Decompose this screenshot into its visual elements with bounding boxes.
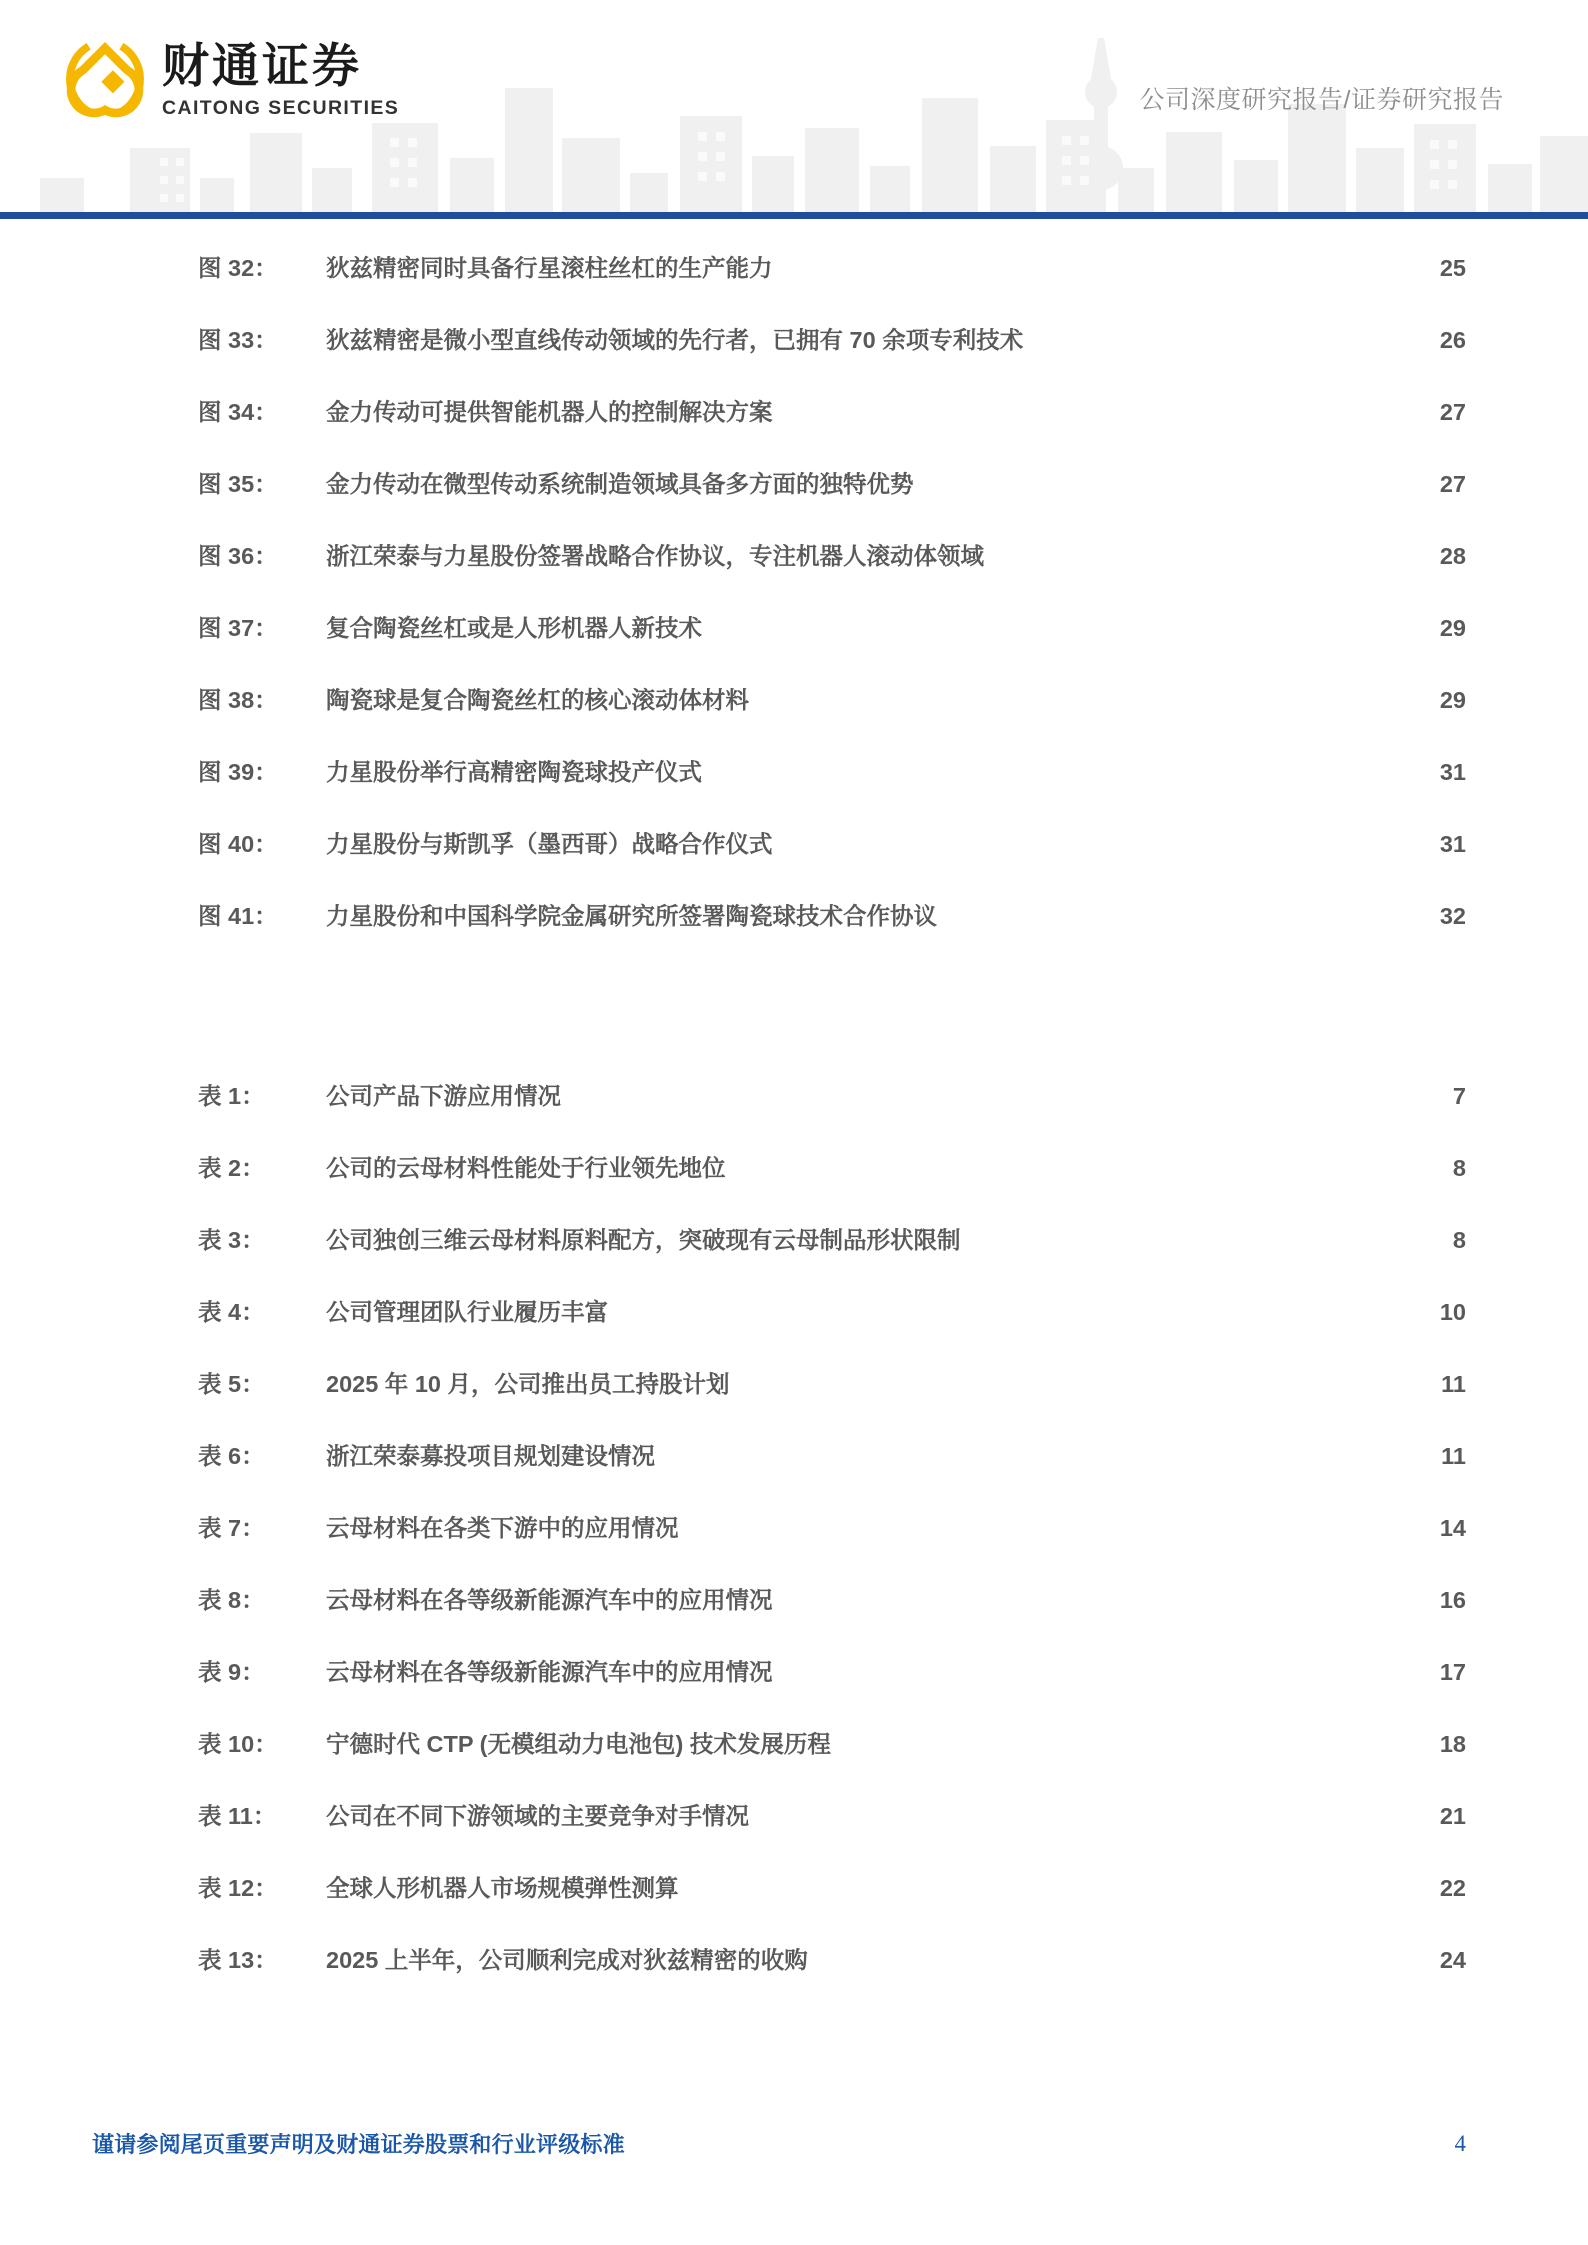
figure-entry-label: 图 37： <box>198 615 278 641</box>
toc-leader-dots <box>941 901 1429 925</box>
toc-leader-dots <box>659 1441 1429 1465</box>
figure-entry-page: 27 <box>1439 471 1466 497</box>
table-entry-label: 表 11： <box>198 1803 277 1829</box>
toc-leader-dots <box>706 757 1429 781</box>
table-entry-label: 表 6： <box>198 1443 265 1469</box>
toc-leader-dots <box>965 1225 1430 1249</box>
table-entry[interactable] <box>198 1852 1466 1924</box>
figure-entry[interactable] <box>198 808 1466 880</box>
toc-leader-dots <box>753 685 1429 709</box>
table-entry[interactable] <box>198 1636 1466 1708</box>
figure-entry[interactable] <box>198 520 1466 592</box>
table-entry-label: 表 4： <box>198 1299 265 1325</box>
figure-entry-label: 图 34： <box>198 399 278 425</box>
toc-leader-dots <box>683 1873 1430 1897</box>
table-entry-page: 24 <box>1439 1947 1466 1973</box>
table-entry-label: 表 2： <box>198 1155 265 1181</box>
toc-leader-dots <box>835 1729 1429 1753</box>
figure-entry-label: 图 41： <box>198 903 278 929</box>
figure-entry-page: 32 <box>1439 903 1466 929</box>
figure-entry-label: 图 35： <box>198 471 278 497</box>
table-entry-page: 11 <box>1441 1443 1466 1469</box>
figure-entry[interactable] <box>198 448 1466 520</box>
toc-leader-dots <box>706 613 1429 637</box>
figure-entry-title: 金力传动在微型传动系统制造领域具备多方面的独特优势 <box>326 471 914 497</box>
table-entry-label: 表 3： <box>198 1227 265 1253</box>
table-entry-page: 14 <box>1439 1515 1466 1541</box>
footer-page-number: 4 <box>1454 2130 1466 2156</box>
figure-entry[interactable] <box>198 880 1466 952</box>
table-entry-title: 云母材料在各等级新能源汽车中的应用情况 <box>326 1587 773 1613</box>
brand-wordmark <box>162 36 399 120</box>
table-entry-title: 公司产品下游应用情况 <box>326 1083 561 1109</box>
toc-leader-dots <box>988 541 1429 565</box>
table-entry[interactable] <box>198 1708 1466 1780</box>
figure-entry[interactable] <box>198 664 1466 736</box>
page-header <box>0 0 1588 218</box>
figure-entry-title: 浙江荣泰与力星股份签署战略合作协议，专注机器人滚动体领域 <box>326 543 984 569</box>
table-entry-label: 表 7： <box>198 1515 265 1541</box>
figure-entry-page: 28 <box>1439 543 1466 569</box>
toc-content <box>0 232 1588 1996</box>
table-entry[interactable] <box>198 1276 1466 1348</box>
table-entry-page: 7 <box>1452 1083 1466 1109</box>
table-entry[interactable] <box>198 1060 1466 1132</box>
figure-entry-page: 25 <box>1439 255 1466 281</box>
figure-entry-title: 金力传动可提供智能机器人的控制解决方案 <box>326 399 773 425</box>
table-entry-label: 表 13： <box>198 1947 278 1973</box>
list-separator-space <box>0 952 1588 1060</box>
table-entry-title: 云母材料在各等级新能源汽车中的应用情况 <box>326 1659 773 1685</box>
table-entry-page: 8 <box>1452 1227 1466 1253</box>
table-entry-title: 云母材料在各类下游中的应用情况 <box>326 1515 679 1541</box>
figure-entry-label: 图 40： <box>198 831 278 857</box>
table-entry-label: 表 8： <box>198 1587 265 1613</box>
figure-entry[interactable] <box>198 304 1466 376</box>
figure-list <box>0 232 1588 952</box>
table-entry[interactable] <box>198 1780 1466 1852</box>
table-entry-title: 2025 上半年，公司顺利完成对狄兹精密的收购 <box>326 1947 808 1973</box>
table-entry[interactable] <box>198 1348 1466 1420</box>
table-entry-page: 22 <box>1439 1875 1466 1901</box>
figure-entry-title: 狄兹精密同时具备行星滚柱丝杠的生产能力 <box>326 255 773 281</box>
table-entry-title: 浙江荣泰募投项目规划建设情况 <box>326 1443 655 1469</box>
table-entry-label: 表 1： <box>198 1083 265 1109</box>
toc-leader-dots <box>730 1153 1430 1177</box>
table-entry[interactable] <box>198 1564 1466 1636</box>
figure-entry-page: 31 <box>1439 759 1466 785</box>
table-entry-page: 8 <box>1452 1155 1466 1181</box>
table-entry[interactable] <box>198 1204 1466 1276</box>
table-entry[interactable] <box>198 1924 1466 1996</box>
footer-disclaimer: 谨请参阅尾页重要声明及财通证券股票和行业评级标准 <box>92 2132 625 2157</box>
table-entry-label: 表 10： <box>198 1731 278 1757</box>
table-entry-page: 10 <box>1439 1299 1466 1325</box>
figure-entry-page: 27 <box>1439 399 1466 425</box>
figure-entry-label: 图 38： <box>198 687 278 713</box>
figure-entry[interactable] <box>198 376 1466 448</box>
toc-leader-dots <box>777 1657 1430 1681</box>
table-entry-title: 宁德时代 CTP (无模组动力电池包) 技术发展历程 <box>326 1731 831 1757</box>
figure-entry[interactable] <box>198 736 1466 808</box>
figure-entry-label: 图 36： <box>198 543 278 569</box>
caitong-emblem-icon <box>62 36 148 122</box>
toc-leader-dots <box>777 397 1430 421</box>
toc-leader-dots <box>734 1369 1429 1393</box>
table-list <box>0 1060 1588 1996</box>
table-entry-page: 16 <box>1439 1587 1466 1613</box>
table-entry[interactable] <box>198 1420 1466 1492</box>
figure-entry-title: 狄兹精密是微小型直线传动领域的先行者，已拥有 70 余项专利技术 <box>326 327 1024 353</box>
table-entry-title: 公司独创三维云母材料原料配方，突破现有云母制品形状限制 <box>326 1227 961 1253</box>
table-entry-label: 表 5： <box>198 1371 265 1397</box>
toc-leader-dots <box>812 1945 1429 1969</box>
figure-entry-title: 复合陶瓷丝杠或是人形机器人新技术 <box>326 615 702 641</box>
figure-entry[interactable] <box>198 592 1466 664</box>
page-footer <box>0 2128 1588 2159</box>
figure-entry-page: 31 <box>1439 831 1466 857</box>
figure-entry-page: 29 <box>1439 687 1466 713</box>
toc-leader-dots <box>1027 325 1429 349</box>
table-entry-page: 18 <box>1439 1731 1466 1757</box>
table-entry-page: 11 <box>1441 1371 1466 1397</box>
figure-entry-title: 力星股份举行高精密陶瓷球投产仪式 <box>326 759 702 785</box>
toc-leader-dots <box>565 1081 1429 1105</box>
table-entry-title: 2025 年 10 月，公司推出员工持股计划 <box>326 1371 730 1397</box>
table-entry-title: 公司管理团队行业履历丰富 <box>326 1299 608 1325</box>
table-entry-page: 21 <box>1439 1803 1466 1829</box>
brand-name-en: CAITONG SECURITIES <box>162 97 400 120</box>
toc-leader-dots <box>777 829 1430 853</box>
table-entry-label: 表 12： <box>198 1875 278 1901</box>
figure-entry-page: 29 <box>1439 615 1466 641</box>
table-entry[interactable] <box>198 1492 1466 1564</box>
brand-logo <box>62 36 399 122</box>
toc-leader-dots <box>683 1513 1430 1537</box>
toc-leader-dots <box>918 469 1430 493</box>
report-type-label: 公司深度研究报告/证券研究报告 <box>1139 86 1504 114</box>
table-entry-label: 表 9： <box>198 1659 265 1685</box>
toc-leader-dots <box>777 253 1430 277</box>
table-entry[interactable] <box>198 1132 1466 1204</box>
toc-leader-dots <box>753 1801 1429 1825</box>
figure-entry-label: 图 32： <box>198 255 278 281</box>
table-entry-page: 17 <box>1439 1659 1466 1685</box>
table-entry-title: 全球人形机器人市场规模弹性测算 <box>326 1875 679 1901</box>
brand-name-cn: 财通证券 <box>162 39 362 94</box>
figure-entry-label: 图 39： <box>198 759 278 785</box>
figure-entry-label: 图 33： <box>198 327 278 353</box>
figure-entry-page: 26 <box>1439 327 1466 353</box>
header-divider-rule <box>0 212 1588 219</box>
header-divider-highlight <box>0 219 1588 221</box>
toc-leader-dots <box>612 1297 1429 1321</box>
figure-entry-title: 力星股份和中国科学院金属研究所签署陶瓷球技术合作协议 <box>326 903 937 929</box>
figure-entry-title: 力星股份与斯凯孚（墨西哥）战略合作仪式 <box>326 831 773 857</box>
figure-entry-title: 陶瓷球是复合陶瓷丝杠的核心滚动体材料 <box>326 687 749 713</box>
table-entry-title: 公司的云母材料性能处于行业领先地位 <box>326 1155 726 1181</box>
figure-entry[interactable] <box>198 232 1466 304</box>
toc-leader-dots <box>777 1585 1430 1609</box>
table-entry-title: 公司在不同下游领域的主要竞争对手情况 <box>326 1803 749 1829</box>
